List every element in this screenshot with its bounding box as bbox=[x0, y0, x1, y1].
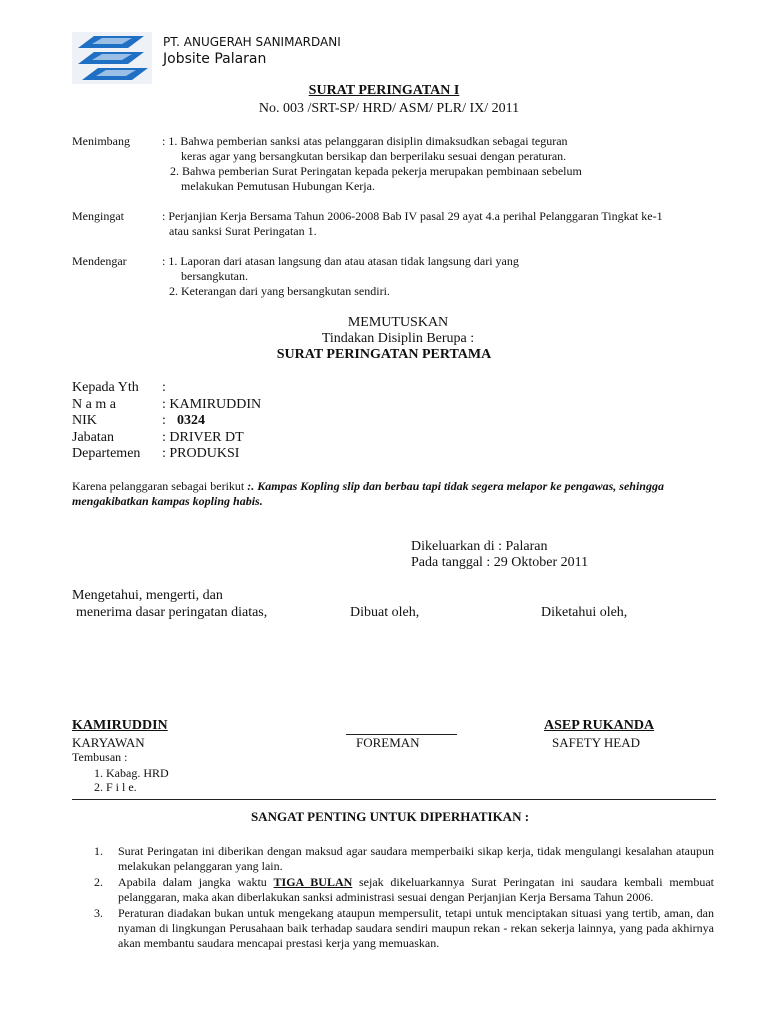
letter-title: SURAT PERINGATAN I bbox=[308, 83, 460, 98]
departemen-value: : PRODUKSI bbox=[162, 446, 240, 461]
jabatan-value: : DRIVER DT bbox=[162, 430, 244, 445]
mendengar-label: Mendengar bbox=[72, 254, 127, 268]
company-logo bbox=[72, 32, 152, 84]
known-by-label: Diketahui oleh, bbox=[541, 605, 628, 620]
notice-title: SANGAT PENTING UNTUK DIPERHATIKAN : bbox=[250, 809, 530, 824]
decision-subheading: Tindakan Disiplin Berupa : bbox=[321, 331, 475, 346]
mendengar-line-1: : 1. Laporan dari atasan langsung dan atau atasan tidak langsung dari yang bbox=[162, 254, 519, 268]
notice-item-text: Peraturan diadakan bukan untuk mengekang ataupun mempersulit, tetapi untuk menciptakan situasi yang tertib, aman, dan nyaman di lingkungan Perusahaan baik terhadap saudara sendiri maupun rekan - rekan sekerja lainnya, yang pada akhirnya akan membantu saudara mencapai prestasi kerja yang memuaskan. bbox=[118, 906, 714, 950]
notice-item-number: 3. bbox=[94, 906, 103, 920]
company-name: PT. ANUGERAH SANIMARDANI bbox=[163, 35, 341, 49]
menimbang-line-2: keras agar yang bersangkutan bersikap dan berperilaku sesuai dengan peraturan. bbox=[181, 149, 567, 163]
mendengar-line-2: bersangkutan. bbox=[181, 269, 248, 283]
section-divider bbox=[72, 799, 716, 800]
notice-item-text: Surat Peringatan ini diberikan dengan maksud agar saudara memperbaiki sikap kerja, tidak mengulangi kesalahan ataupun melakukan pelanggaran yang lain. bbox=[118, 844, 714, 873]
jobsite-name: Jobsite Palaran bbox=[163, 51, 267, 67]
reason-text-1: :. Kampas Kopling slip dan berbau tapi tidak segera melapor ke pengawas, sehingga bbox=[247, 479, 664, 493]
menimbang-label: Menimbang bbox=[72, 134, 130, 148]
letter-number: No. 003 /SRT-SP/ HRD/ ASM/ PLR/ IX/ 2011 bbox=[258, 101, 520, 116]
mengingat-line-2: atau sanksi Surat Peringatan 1. bbox=[169, 224, 317, 238]
tembusan-item: 1. Kabag. HRD bbox=[94, 766, 169, 780]
foreman-role: FOREMAN bbox=[356, 735, 420, 750]
mendengar-line-3: 2. Keterangan dari yang bersangkutan sendiri. bbox=[169, 284, 390, 298]
kepada-colon: : bbox=[162, 380, 166, 395]
issued-date: Pada tanggal : 29 Oktober 2011 bbox=[411, 555, 589, 570]
issued-place: Dikeluarkan di : Palaran bbox=[411, 539, 548, 554]
departemen-label: Departemen bbox=[72, 446, 141, 461]
notice-item bbox=[72, 844, 714, 874]
tembusan-label: Tembusan : bbox=[72, 750, 128, 764]
notice-item-pre: Apabila dalam jangka waktu bbox=[118, 875, 274, 889]
notice-item-post: sejak dikeluarkannya Surat Peringatan ini saudara kembali membuat pelanggaran, maka akan diberlakukan sanksi administrasi sesuai dengan Perjanjian Kerja Bersama Tahun 2006. bbox=[118, 875, 714, 904]
nik-value: 0324 bbox=[177, 413, 205, 428]
notice-item-emphasis: TIGA BULAN bbox=[273, 875, 353, 889]
reason-line-1 bbox=[72, 479, 664, 494]
menimbang-line-4: melakukan Pemutusan Hubungan Kerja. bbox=[181, 179, 375, 193]
notice-item-number: 1. bbox=[94, 844, 103, 858]
nama-label: N a m a bbox=[72, 397, 116, 412]
made-by-label: Dibuat oleh, bbox=[350, 605, 420, 620]
reason-prefix: Karena pelanggaran sebagai berikut bbox=[72, 479, 248, 493]
tembusan-item: 2. F i l e. bbox=[94, 780, 137, 794]
jabatan-label: Jabatan bbox=[72, 430, 114, 445]
mengingat-label: Mengingat bbox=[72, 209, 124, 223]
notice-item bbox=[72, 906, 714, 951]
kepada-label: Kepada Yth bbox=[72, 380, 139, 395]
safety-head-signature-name: ASEP RUKANDA bbox=[544, 718, 655, 733]
nama-value: : KAMIRUDDIN bbox=[162, 397, 262, 412]
menimbang-line-1: : 1. Bahwa pemberian sanksi atas pelanggaran disiplin dimaksudkan sebagai teguran bbox=[162, 134, 568, 148]
notice-list bbox=[72, 844, 714, 952]
reason-text-2: mengakibatkan kampas kopling habis. bbox=[72, 494, 263, 508]
mengingat-line-1: : Perjanjian Kerja Bersama Tahun 2006-2008 Bab IV pasal 29 ayat 4.a perihal Pelanggaran Tingkat ke-1 bbox=[162, 209, 663, 223]
nik-label: NIK bbox=[72, 413, 97, 428]
decision-heading: MEMUTUSKAN bbox=[347, 315, 449, 330]
menimbang-line-3: 2. Bahwa pemberian Surat Peringatan kepada pekerja merupakan pembinaan sebelum bbox=[170, 164, 582, 178]
safety-head-role: SAFETY HEAD bbox=[552, 735, 640, 750]
notice-item bbox=[72, 875, 714, 905]
acknowledge-line-1: Mengetahui, mengerti, dan bbox=[72, 588, 223, 603]
decision-type: SURAT PERINGATAN PERTAMA bbox=[276, 347, 492, 362]
employee-role: KARYAWAN bbox=[72, 735, 145, 750]
notice-item-number: 2. bbox=[94, 875, 103, 889]
employee-signature-name: KAMIRUDDIN bbox=[72, 718, 168, 733]
nik-colon: : bbox=[162, 413, 166, 428]
acknowledge-line-2: menerima dasar peringatan diatas, bbox=[76, 605, 268, 620]
